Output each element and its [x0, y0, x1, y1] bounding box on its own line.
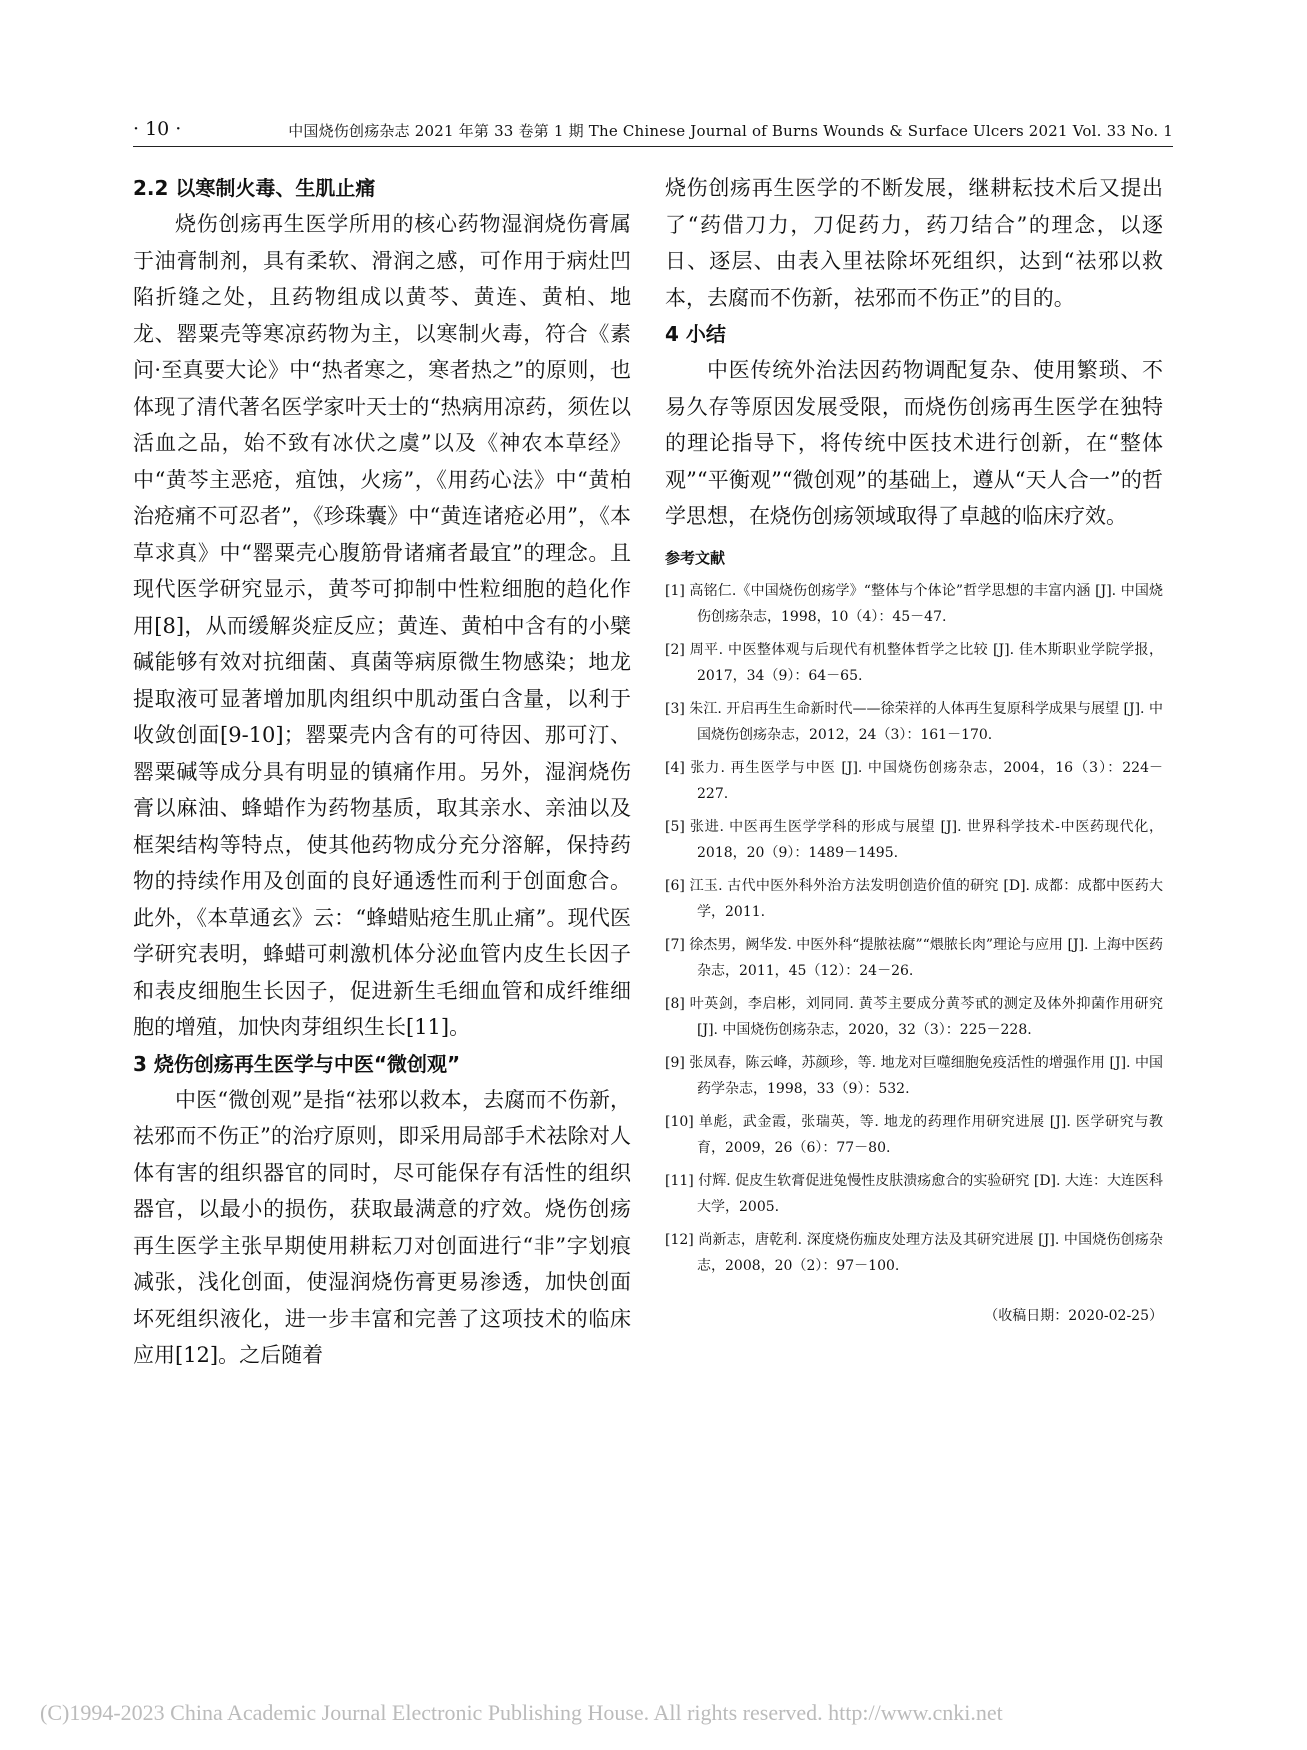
body-paragraph: 中医“微创观”是指“祛邪以救本，去腐而不伤新，祛邪而不伤正”的治疗原则，即采用局部手术祛除对人体有害的组织器官的同时，尽可能保存有活性的组织器官，以最小的损伤，获取最满意的疗效。烧伤创疡再生医学主张早期使用耕耘刀对创面进行“非”字划痕减张，浅化创面，使湿润烧伤膏更易渗透，加快创面坏死组织液化，进一步丰富和完善了这项技术的临床应用[12]。之后随着 — [133, 1087, 631, 1367]
reference-item: [3] 朱江. 开启再生生命新时代——徐荣祥的人体再生复原科学成果与展望 [J]. 中国烧伤创疡杂志，2012，24（3）：161－170. — [665, 700, 1163, 743]
reference-item: [7] 徐杰男，阙华发. 中医外科“提脓祛腐”“煨脓长肉”理论与应用 [J]. 上海中医药杂志，2011，45（12）：24－26. — [665, 936, 1163, 979]
body-paragraph: 烧伤创疡再生医学的不断发展，继耕耘技术后又提出了“药借刀力，刀促药力，药刀结合”的理念，以逐日、逐层、由表入里祛除坏死组织，达到“祛邪以救本，去腐而不伤新，祛邪而不伤正”的目的。 — [665, 176, 1163, 310]
left-column — [133, 170, 631, 1374]
body-paragraph: 烧伤创疡再生医学所用的核心药物湿润烧伤膏属于油膏制剂，具有柔软、滑润之感，可作用于病灶凹陷折缝之处，且药物组成以黄芩、黄连、黄柏、地龙、罂粟壳等寒凉药物为主，以寒制火毒，符合《素问·至真要大论》中“热者寒之，寒者热之”的原则，也体现了清代著名医学家叶天士的“热病用凉药，须佐以活血之品，始不致有冰伏之虞”以及《神农本草经》中“黄芩主恶疮，疽蚀，火疡”，《用药心法》中“黄柏治疮痛不可忍者”，《珍珠囊》中“黄连诸疮必用”，《本草求真》中“罂粟壳心腹筋骨诸痛者最宜”的理念。且现代医学研究显示，黄芩可抑制中性粒细胞的趋化作用[8]，从而缓解炎症反应；黄连、黄柏中含有的小檗碱能够有效对抗细菌、真菌等病原微生物感染；地龙提取液可显著增加肌肉组织中肌动蛋白含量，以利于收敛创面[9-10]；罂粟壳内含有的可待因、那可汀、罂粟碱等成分具有明显的镇痛作用。另外，湿润烧伤膏以麻油、蜂蜡作为药物基质，取其亲水、亲油以及框架结构等特点，使其他药物成分充分溶解，保持药物的持续作用及创面的良好通透性而利于创面愈合。此外，《本草通玄》云：“蜂蜡贴疮生肌止痛”。现代医学研究表明，蜂蜡可刺激机体分泌血管内皮生长因子和表皮细胞生长因子，促进新生毛细血管和成纤维细胞的增殖，加快肉芽组织生长[11]。 — [133, 212, 631, 1039]
copyright-footer: (C)1994-2023 China Academic Journal Electronic Publishing House. All rights reserved. http://www.cnki.net — [40, 1700, 1003, 1725]
section-heading-4: 4 小结 — [665, 322, 726, 346]
journal-running-head: 中国烧伤创疡杂志 2021 年第 33 卷第 1 期 The Chinese Journal of Burns Wounds & Surface Ulcers 2021 Vol. 33 No. 1 — [288, 122, 1173, 140]
reference-item: [5] 张进. 中医再生医学学科的形成与展望 [J]. 世界科学技术-中医药现代化，2018，20（9）：1489－1495. — [665, 818, 1163, 861]
reference-item: [9] 张凤春，陈云峰，苏颜珍，等. 地龙对巨噬细胞免疫活性的增强作用 [J]. 中国药学杂志，1998，33（9）：532. — [665, 1054, 1163, 1097]
reference-item: [12] 尚新志，唐乾利. 深度烧伤痂皮处理方法及其研究进展 [J]. 中国烧伤创疡杂志，2008，20（2）：97－100. — [665, 1231, 1163, 1274]
references-title: 参考文献 — [665, 548, 726, 567]
references-list — [665, 578, 1163, 1279]
reference-item: [1] 高铭仁.《中国烧伤创疡学》“整体与个体论”哲学思想的丰富内涵 [J]. 中国烧伤创疡杂志，1998，10（4）：45－47. — [665, 582, 1163, 625]
page-number: · 10 · — [133, 118, 182, 140]
page-header — [133, 116, 1173, 147]
section-heading-2-2: 2.2 以寒制火毒、生肌止痛 — [133, 176, 376, 200]
reference-item: [4] 张力. 再生医学与中医 [J]. 中国烧伤创疡杂志，2004，16（3）：224－227. — [665, 759, 1163, 802]
reference-item: [2] 周平. 中医整体观与后现代有机整体哲学之比较 [J]. 佳木斯职业学院学报，2017，34（9）：64－65. — [665, 641, 1163, 684]
reference-item: [6] 江玉. 古代中医外科外治方法发明创造价值的研究 [D]. 成都：成都中医药大学，2011. — [665, 877, 1163, 920]
received-date: （收稿日期：2020-02-25） — [984, 1307, 1163, 1324]
reference-item: [11] 付辉. 促皮生软膏促进兔慢性皮肤溃疡愈合的实验研究 [D]. 大连：大连医科大学，2005. — [665, 1172, 1163, 1215]
body-paragraph: 中医传统外治法因药物调配复杂、使用繁琐、不易久存等原因发展受限，而烧伤创疡再生医学在独特的理论指导下，将传统中医技术进行创新，在“整体观”“平衡观”“微创观”的基础上，遵从“天人合一”的哲学思想，在烧伤创疡领域取得了卓越的临床疗效。 — [665, 358, 1163, 528]
right-column — [665, 170, 1163, 1325]
section-heading-3: 3 烧伤创疡再生医学与中医“微创观” — [133, 1051, 461, 1076]
reference-item: [10] 单彪，武金霞，张瑞英，等. 地龙的药理作用研究进展 [J]. 医学研究与教育，2009，26（6）：77－80. — [665, 1113, 1163, 1156]
reference-item: [8] 叶英剑，李启彬，刘同同. 黄芩主要成分黄芩甙的测定及体外抑菌作用研究 [J]. 中国烧伤创疡杂志，2020，32（3）：225－228. — [665, 995, 1163, 1038]
